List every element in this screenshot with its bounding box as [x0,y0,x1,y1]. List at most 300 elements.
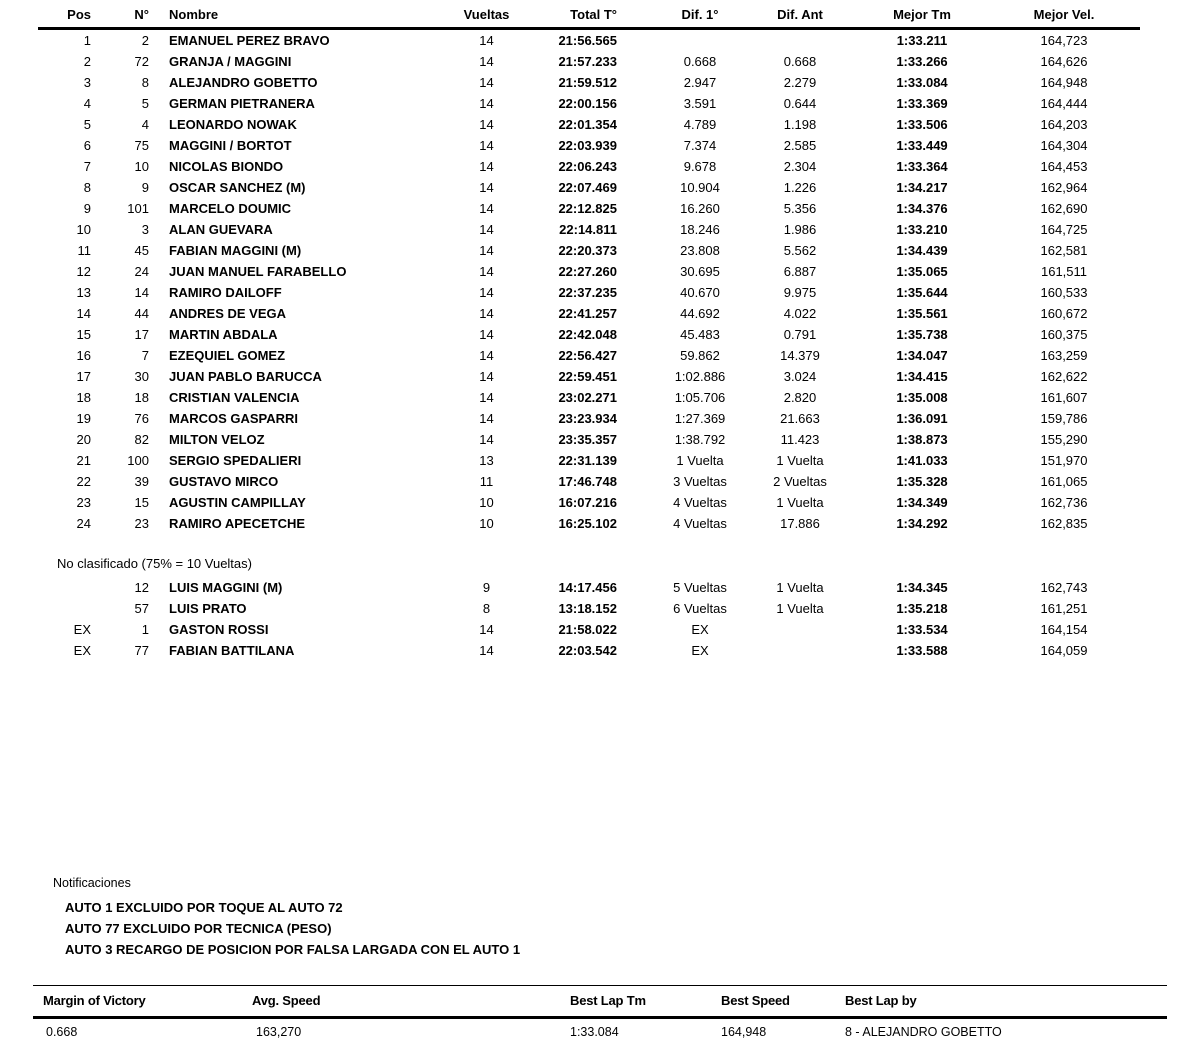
cell-total: 23:23.934 [558,411,617,426]
cell-best-speed: 164,154 [1040,622,1088,637]
cell-dif-1: 30.695 [680,264,720,279]
cell-name: MAGGINI / BORTOT [169,138,292,153]
cell-best-lap: 1:38.873 [896,432,948,447]
cell-num: 3 [141,222,149,237]
cell-dif-1: 40.670 [680,285,720,300]
notifications-section [0,875,1200,960]
cell-pos: 6 [83,138,91,153]
cell-num: 77 [134,643,149,658]
cell-num: 82 [134,432,149,447]
cell-dif-1: 1:38.792 [674,432,726,447]
table-row [38,261,1140,282]
summary-header-best-lap-by: Best Lap by [845,993,917,1008]
cell-pos: 10 [76,222,91,237]
cell-name: SERGIO SPEDALIERI [169,453,302,468]
cell-dif-ant: 1 Vuelta [776,495,824,510]
cell-name: MILTON VELOZ [169,432,265,447]
cell-num: 18 [134,390,149,405]
cell-best-speed: 161,251 [1040,601,1088,616]
cell-laps: 14 [479,306,494,321]
cell-dif-ant: 0.644 [783,96,817,111]
notifications-title: Notificaciones [53,876,131,890]
cell-best-speed: 164,203 [1040,117,1088,132]
cell-name: AGUSTIN CAMPILLAY [169,495,306,510]
cell-dif-1: 6 Vueltas [673,601,727,616]
summary-header-margin-of-victory: Margin of Victory [43,993,146,1008]
cell-dif-ant: 4.022 [783,306,817,321]
cell-laps: 14 [479,348,494,363]
cell-best-lap: 1:33.210 [896,222,948,237]
cell-laps: 14 [479,201,494,216]
cell-name: LUIS MAGGINI (M) [169,580,283,595]
cell-pos: 13 [76,285,91,300]
notification-item: AUTO 77 EXCLUIDO POR TECNICA (PESO) [65,921,332,936]
header-cell-laps: Vueltas [445,2,528,29]
table-row [38,492,1140,513]
cell-total: 21:58.022 [558,622,617,637]
cell-dif-1: 4.789 [683,117,717,132]
cell-name: LUIS PRATO [169,601,247,616]
cell-dif-1: 1:02.886 [674,369,726,384]
summary-section [33,985,1167,1045]
summary-header-row [33,986,1167,1019]
summary-header-avg-speed: Avg. Speed [252,993,321,1008]
table-header-row [38,2,1140,29]
cell-pos: 9 [83,201,91,216]
summary-value-best-speed: 164,948 [721,1025,767,1039]
cell-best-lap: 1:34.376 [896,201,948,216]
cell-dif-1: 1 Vuelta [676,453,724,468]
cell-laps: 14 [479,75,494,90]
cell-dif-1: 23.808 [680,243,720,258]
cell-best-speed: 164,948 [1040,75,1088,90]
cell-dif-ant: 1.986 [783,222,817,237]
cell-best-lap: 1:35.644 [896,285,948,300]
cell-best-lap: 1:34.047 [896,348,948,363]
cell-dif-1: 18.246 [680,222,720,237]
cell-num: 45 [134,243,149,258]
cell-best-lap: 1:33.211 [896,33,948,48]
cell-best-lap: 1:34.415 [896,369,948,384]
cell-laps: 14 [479,643,494,658]
cell-best-speed: 161,065 [1040,474,1088,489]
header-cell-best-speed: Mejor Vel. [1014,2,1114,29]
cell-dif-1: 3 Vueltas [673,474,727,489]
cell-dif-1: EX [691,622,709,637]
cell-dif-1: 59.862 [680,348,720,363]
cell-best-speed: 164,626 [1040,54,1088,69]
cell-pos: 17 [76,369,91,384]
table-row [38,598,1140,619]
table-row [38,471,1140,492]
summary-value-best-lap-by: 8 - ALEJANDRO GOBETTO [845,1025,1002,1039]
cell-num: 12 [134,580,149,595]
table-row [38,135,1140,156]
table-row [38,29,1140,52]
cell-total: 21:56.565 [558,33,617,48]
cell-best-speed: 164,723 [1040,33,1088,48]
table-row [38,345,1140,366]
cell-best-speed: 163,259 [1040,348,1088,363]
cell-best-speed: 164,304 [1040,138,1088,153]
cell-best-lap: 1:33.369 [896,96,948,111]
cell-best-speed: 164,444 [1040,96,1088,111]
header-cell-dif-1: Dif. 1° [630,2,770,29]
table-row [38,72,1140,93]
unclassified-table [38,577,1140,661]
cell-total: 22:06.243 [558,159,617,174]
header-cell-total: Total T° [528,2,630,29]
table-row [38,429,1140,450]
cell-total: 22:27.260 [558,264,617,279]
cell-total: 22:20.373 [558,243,617,258]
cell-pos: 4 [83,96,91,111]
cell-dif-1: 10.904 [680,180,720,195]
cell-best-lap: 1:34.439 [896,243,948,258]
cell-dif-ant: 14.379 [780,348,820,363]
race-results-page [0,2,1200,1044]
table-row [38,93,1140,114]
cell-dif-ant: 1 Vuelta [776,601,824,616]
cell-pos: 8 [83,180,91,195]
notification-item: AUTO 1 EXCLUIDO POR TOQUE AL AUTO 72 [65,900,343,915]
cell-pos: 7 [83,159,91,174]
table-row [38,450,1140,471]
cell-total: 14:17.456 [558,580,617,595]
cell-laps: 14 [479,390,494,405]
cell-total: 22:59.451 [558,369,617,384]
cell-dif-1: 5 Vueltas [673,580,727,595]
cell-num: 17 [134,327,149,342]
notification-item: AUTO 3 RECARGO DE POSICION POR FALSA LARGADA CON EL AUTO 1 [65,942,521,957]
cell-total: 21:57.233 [558,54,617,69]
cell-pos: 11 [77,243,91,258]
cell-name: ANDRES DE VEGA [169,306,287,321]
cell-best-speed: 161,607 [1040,390,1088,405]
table-row [38,240,1140,261]
cell-total: 22:31.139 [558,453,617,468]
cell-num: 75 [134,138,149,153]
cell-best-speed: 164,725 [1040,222,1088,237]
cell-best-speed: 162,622 [1040,369,1088,384]
cell-total: 22:42.048 [558,327,617,342]
table-row [38,114,1140,135]
cell-best-lap: 1:34.345 [896,580,948,595]
cell-name: EMANUEL PEREZ BRAVO [169,33,330,48]
cell-dif-1: 1:05.706 [674,390,726,405]
cell-dif-ant: 0.791 [783,327,817,342]
cell-name: ALEJANDRO GOBETTO [169,75,318,90]
header-cell-name: Nombre [151,2,445,29]
cell-laps: 13 [479,453,494,468]
cell-laps: 14 [479,180,494,195]
cell-laps: 14 [479,622,494,637]
cell-name: RAMIRO DAILOFF [169,285,282,300]
table-row [38,577,1140,598]
cell-best-speed: 162,743 [1040,580,1088,595]
cell-pos: 24 [76,516,91,531]
cell-total: 22:37.235 [558,285,617,300]
cell-dif-ant: 3.024 [783,369,817,384]
cell-laps: 14 [479,432,494,447]
summary-header-best-lap-tm: Best Lap Tm [570,993,646,1008]
cell-pos [38,598,97,619]
cell-num: 101 [127,201,149,216]
cell-dif-ant: 2.279 [783,75,817,90]
cell-laps: 14 [479,411,494,426]
summary-value-margin-of-victory: 0.668 [46,1025,78,1039]
results-table [38,2,1140,534]
cell-name: MARCOS GASPARRI [169,411,299,426]
cell-best-speed: 164,453 [1040,159,1088,174]
cell-best-speed: 162,690 [1040,201,1088,216]
cell-pos: 21 [76,453,91,468]
cell-total: 21:59.512 [558,75,617,90]
cell-dif-ant [770,29,830,52]
cell-laps: 14 [479,327,494,342]
summary-value-best-lap-tm: 1:33.084 [570,1025,619,1039]
cell-dif-1: 45.483 [680,327,720,342]
cell-best-lap: 1:35.218 [896,601,948,616]
table-row [38,219,1140,240]
cell-pos: 16 [76,348,91,363]
table-row [38,619,1140,640]
cell-best-lap: 1:41.033 [896,453,948,468]
cell-total: 22:00.156 [558,96,617,111]
cell-best-speed: 161,511 [1040,264,1088,279]
cell-num: 10 [134,159,149,174]
cell-num: 5 [141,96,149,111]
cell-num: 57 [134,601,149,616]
cell-dif-ant: 2.585 [783,138,817,153]
cell-num: 24 [134,264,149,279]
cell-best-speed: 155,290 [1040,432,1088,447]
cell-pos: 15 [76,327,91,342]
cell-best-speed: 160,672 [1040,306,1088,321]
cell-total: 16:07.216 [558,495,617,510]
cell-dif-1: 4 Vueltas [673,495,727,510]
cell-name: JUAN PABLO BARUCCA [169,369,322,384]
header-cell-best-lap: Mejor Tm [830,2,1014,29]
cell-num: 9 [141,180,149,195]
cell-total: 22:03.542 [558,643,617,658]
cell-laps: 14 [479,222,494,237]
cell-best-lap: 1:33.084 [896,75,948,90]
cell-laps: 14 [479,159,494,174]
cell-num: 39 [134,474,149,489]
cell-pos: 3 [83,75,91,90]
cell-best-speed: 160,375 [1040,327,1088,342]
cell-num: 30 [134,369,149,384]
cell-dif-1: 16.260 [680,201,720,216]
cell-pos: 2 [83,54,91,69]
cell-best-lap: 1:33.266 [896,54,948,69]
table-row [38,177,1140,198]
cell-name: GRANJA / MAGGINI [169,54,292,69]
cell-pos: 19 [76,411,91,426]
cell-total: 22:41.257 [558,306,617,321]
cell-laps: 14 [479,117,494,132]
cell-num: 15 [134,495,149,510]
cell-pos: 5 [83,117,91,132]
cell-pos: 22 [76,474,91,489]
cell-name: FABIAN MAGGINI (M) [169,243,302,258]
cell-total: 16:25.102 [558,516,617,531]
cell-num: 2 [141,33,149,48]
cell-dif-ant: 1.226 [783,180,817,195]
cell-total: 22:01.354 [558,117,617,132]
cell-best-lap: 1:33.588 [896,643,948,658]
cell-laps: 10 [479,495,494,510]
cell-best-lap: 1:35.065 [896,264,948,279]
cell-laps: 14 [479,96,494,111]
cell-num: 100 [127,453,149,468]
table-row [38,366,1140,387]
cell-dif-ant: 11.423 [780,432,820,447]
cell-dif-ant: 2.304 [783,159,817,174]
cell-pos: 20 [76,432,91,447]
cell-best-speed: 162,736 [1040,495,1088,510]
cell-dif-1: 3.591 [683,96,717,111]
cell-laps: 14 [479,138,494,153]
cell-best-speed: 160,533 [1040,285,1088,300]
cell-best-lap: 1:33.364 [896,159,948,174]
cell-best-speed: 162,835 [1040,516,1088,531]
cell-best-speed: 159,786 [1040,411,1088,426]
table-row [38,408,1140,429]
cell-laps: 14 [479,33,494,48]
cell-best-lap: 1:35.008 [896,390,948,405]
cell-dif-ant: 2 Vueltas [773,474,827,489]
cell-name: GUSTAVO MIRCO [169,474,279,489]
cell-laps: 14 [479,54,494,69]
cell-dif-ant: 21.663 [780,411,820,426]
cell-best-speed: 162,964 [1040,180,1088,195]
cell-pos: 12 [76,264,91,279]
cell-best-lap: 1:33.506 [896,117,948,132]
cell-dif-1: 9.678 [683,159,717,174]
cell-best-lap: 1:35.561 [896,306,948,321]
cell-name: FABIAN BATTILANA [169,643,295,658]
cell-laps: 14 [479,264,494,279]
unclassified-label: No clasificado (75% = 10 Vueltas) [57,556,252,571]
cell-best-speed: 162,581 [1040,243,1088,258]
cell-dif-ant: 6.887 [783,264,817,279]
cell-dif-1: 0.668 [683,54,717,69]
cell-pos: 23 [76,495,91,510]
cell-total: 22:12.825 [558,201,617,216]
cell-name: LEONARDO NOWAK [169,117,297,132]
cell-laps: 10 [479,516,494,531]
cell-dif-ant: 1 Vuelta [776,453,824,468]
header-cell-dif-ant: Dif. Ant [770,2,830,29]
cell-name: EZEQUIEL GOMEZ [169,348,286,363]
table-row [38,156,1140,177]
cell-num: 8 [141,75,149,90]
cell-laps: 8 [482,601,491,616]
cell-dif-1: 4 Vueltas [673,516,727,531]
cell-laps: 14 [479,285,494,300]
cell-dif-ant: 2.820 [783,390,817,405]
cell-dif-1: 1:27.369 [674,411,726,426]
cell-name: RAMIRO APECETCHE [169,516,306,531]
table-row [38,198,1140,219]
cell-name: MARTIN ABDALA [169,327,278,342]
cell-name: CRISTIAN VALENCIA [169,390,300,405]
cell-name: NICOLAS BIONDO [169,159,284,174]
table-row [38,303,1140,324]
cell-name: JUAN MANUEL FARABELLO [169,264,347,279]
cell-num: 1 [141,622,149,637]
table-row [38,51,1140,72]
cell-dif-1: 7.374 [683,138,717,153]
cell-dif-ant: 5.356 [783,201,817,216]
cell-num: 23 [134,516,149,531]
cell-dif-ant: 17.886 [780,516,820,531]
cell-num: 7 [141,348,149,363]
cell-dif-ant: 1.198 [783,117,817,132]
summary-value-row [33,1019,1167,1045]
cell-pos: 1 [83,33,91,48]
table-row [38,513,1140,534]
summary-header-best-speed: Best Speed [721,993,790,1008]
cell-laps: 14 [479,369,494,384]
cell-total: 22:56.427 [558,348,617,363]
header-cell-pos: Pos [38,2,97,29]
cell-dif-ant [770,640,830,661]
cell-total: 22:14.811 [559,222,617,237]
cell-best-speed: 164,059 [1040,643,1088,658]
cell-name: MARCELO DOUMIC [169,201,292,216]
cell-best-speed: 151,970 [1040,453,1088,468]
cell-num: 4 [141,117,149,132]
cell-pos: EX [73,643,91,658]
cell-dif-1 [630,29,770,52]
cell-laps: 9 [482,580,491,595]
table-row [38,282,1140,303]
cell-best-lap: 1:34.292 [896,516,948,531]
cell-best-lap: 1:35.328 [896,474,948,489]
cell-num: 14 [134,285,149,300]
cell-total: 23:02.271 [558,390,617,405]
cell-name: OSCAR SANCHEZ (M) [169,180,306,195]
cell-dif-ant: 5.562 [783,243,817,258]
cell-dif-ant [770,619,830,640]
cell-dif-1: 44.692 [680,306,720,321]
cell-laps: 14 [479,243,494,258]
cell-pos: EX [73,622,91,637]
cell-best-lap: 1:35.738 [896,327,948,342]
cell-pos: 18 [76,390,91,405]
cell-best-lap: 1:33.449 [896,138,948,153]
cell-total: 17:46.748 [558,474,617,489]
cell-pos [38,577,97,598]
cell-dif-ant: 0.668 [783,54,817,69]
cell-best-lap: 1:34.217 [896,180,948,195]
cell-laps: 11 [479,474,494,489]
cell-name: ALAN GUEVARA [169,222,273,237]
cell-total: 22:07.469 [558,180,617,195]
cell-total: 13:18.152 [558,601,617,616]
cell-num: 44 [134,306,149,321]
cell-dif-ant: 1 Vuelta [776,580,824,595]
cell-num: 76 [134,411,149,426]
cell-total: 22:03.939 [558,138,617,153]
cell-dif-ant: 9.975 [783,285,817,300]
header-cell-num: N° [97,2,151,29]
cell-num: 72 [134,54,149,69]
table-row [38,640,1140,661]
